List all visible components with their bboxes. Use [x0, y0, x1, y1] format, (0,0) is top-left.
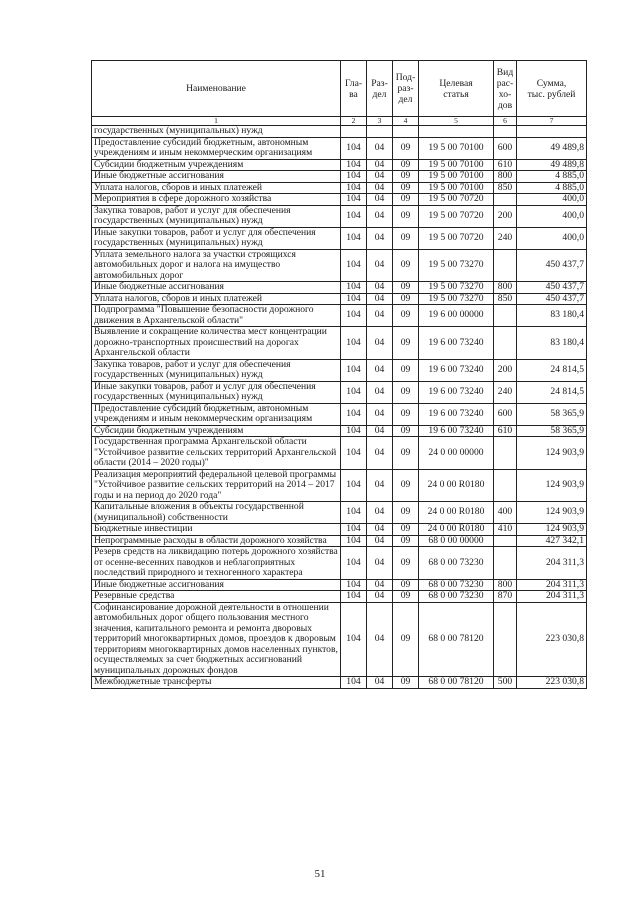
row-vid: 600 — [494, 137, 517, 159]
row-target: 19 5 00 70720 — [419, 227, 494, 249]
header-razdel: Раз- дел — [367, 61, 393, 117]
row-podrazdel: 09 — [393, 403, 419, 425]
row-target: 24 0 00 R0180 — [419, 502, 494, 524]
column-number: 5 — [419, 117, 494, 126]
row-sum: 400,0 — [517, 194, 587, 206]
row-razdel: 04 — [367, 205, 393, 227]
row-sum: 450 437,7 — [517, 293, 587, 305]
row-vid — [494, 249, 517, 282]
table-row — [92, 137, 587, 159]
row-vid: 850 — [494, 293, 517, 305]
table-row — [92, 535, 587, 547]
row-name: Предоставление субсидий бюджетным, автономным учреждениям и иным некоммерческим организациям — [92, 137, 341, 159]
row-sum: 49 489,8 — [517, 159, 587, 171]
row-glava — [341, 126, 367, 138]
row-vid: 800 — [494, 282, 517, 294]
row-glava: 104 — [341, 327, 367, 360]
row-vid — [494, 547, 517, 580]
row-name: Реализация мероприятий федеральной целевой программы "Устойчивое развитие сельских территорий на 2014 – 2017 годы и на период до 2020 года" — [92, 469, 341, 502]
table-row — [92, 182, 587, 194]
row-name: Уплата земельного налога за участки строящихся автомобильных дорог и налога на имущество автомобильных дорог — [92, 249, 341, 282]
row-vid: 870 — [494, 591, 517, 603]
table-body — [92, 126, 587, 689]
row-razdel: 04 — [367, 425, 393, 437]
row-glava: 104 — [341, 524, 367, 536]
row-razdel: 04 — [367, 403, 393, 425]
row-podrazdel: 09 — [393, 182, 419, 194]
row-target: 19 5 00 70100 — [419, 182, 494, 194]
row-glava: 104 — [341, 227, 367, 249]
row-razdel: 04 — [367, 535, 393, 547]
row-glava: 104 — [341, 591, 367, 603]
row-razdel: 04 — [367, 359, 393, 381]
row-sum: 124 903,9 — [517, 524, 587, 536]
row-podrazdel: 09 — [393, 205, 419, 227]
row-target: 19 5 00 70100 — [419, 137, 494, 159]
row-vid — [494, 126, 517, 138]
row-name: Межбюджетные трансферты — [92, 677, 341, 689]
row-sum: 24 814,5 — [517, 359, 587, 381]
row-target: 19 5 00 70720 — [419, 205, 494, 227]
row-sum: 204 311,3 — [517, 579, 587, 591]
row-target: 19 5 00 73270 — [419, 249, 494, 282]
row-razdel: 04 — [367, 524, 393, 536]
table-row — [92, 579, 587, 591]
row-target: 68 0 00 73230 — [419, 547, 494, 580]
row-podrazdel: 09 — [393, 437, 419, 470]
row-name: Уплата налогов, сборов и иных платежей — [92, 293, 341, 305]
row-glava: 104 — [341, 137, 367, 159]
row-glava: 104 — [341, 579, 367, 591]
row-name: Иные закупки товаров, работ и услуг для обеспечения государственных (муниципальных) нужд — [92, 227, 341, 249]
header-podrazdel: Под- раз- дел — [393, 61, 419, 117]
row-sum: 83 180,4 — [517, 327, 587, 360]
column-number: 4 — [393, 117, 419, 126]
row-vid — [494, 437, 517, 470]
row-podrazdel — [393, 126, 419, 138]
row-target: 19 6 00 73240 — [419, 359, 494, 381]
header-target: Целевая статья — [419, 61, 494, 117]
row-name: Подпрограмма "Повышение безопасности дорожного движения в Архангельской области" — [92, 305, 341, 327]
table-row — [92, 381, 587, 403]
row-sum — [517, 126, 587, 138]
row-glava: 104 — [341, 403, 367, 425]
table-row — [92, 547, 587, 580]
row-glava: 104 — [341, 535, 367, 547]
row-target: 19 6 00 73240 — [419, 425, 494, 437]
row-target: 68 0 00 78120 — [419, 602, 494, 677]
row-podrazdel: 09 — [393, 502, 419, 524]
row-razdel: 04 — [367, 381, 393, 403]
table-row — [92, 677, 587, 689]
row-razdel: 04 — [367, 137, 393, 159]
row-target: 68 0 00 00000 — [419, 535, 494, 547]
row-razdel: 04 — [367, 547, 393, 580]
row-glava: 104 — [341, 249, 367, 282]
row-name: Мероприятия в сфере дорожного хозяйства — [92, 194, 341, 206]
table-header-row — [92, 61, 587, 117]
row-glava: 104 — [341, 381, 367, 403]
row-podrazdel: 09 — [393, 579, 419, 591]
row-razdel: 04 — [367, 502, 393, 524]
budget-table — [91, 60, 587, 689]
row-name: Субсидии бюджетным учреждениям — [92, 425, 341, 437]
row-podrazdel: 09 — [393, 381, 419, 403]
row-target: 19 6 00 73240 — [419, 403, 494, 425]
row-vid: 240 — [494, 227, 517, 249]
row-name: Выявление и сокращение количества мест концентрации дорожно-транспортных происшествий на дорогах Архангельской области — [92, 327, 341, 360]
table-row — [92, 425, 587, 437]
row-vid — [494, 602, 517, 677]
row-podrazdel: 09 — [393, 327, 419, 360]
row-name: Капитальные вложения в объекты государственной (муниципальной) собственности — [92, 502, 341, 524]
row-sum: 400,0 — [517, 205, 587, 227]
header-vid: Вид рас- хо- дов — [494, 61, 517, 117]
row-razdel: 04 — [367, 194, 393, 206]
row-target: 19 5 00 70100 — [419, 171, 494, 183]
row-name: Непрограммные расходы в области дорожного хозяйства — [92, 535, 341, 547]
header-name: Наименование — [92, 61, 341, 117]
table-row — [92, 205, 587, 227]
row-sum: 223 030,8 — [517, 602, 587, 677]
column-number: 7 — [517, 117, 587, 126]
row-sum: 58 365,9 — [517, 403, 587, 425]
row-podrazdel: 09 — [393, 469, 419, 502]
row-glava: 104 — [341, 602, 367, 677]
row-target: 19 5 00 70100 — [419, 159, 494, 171]
row-target — [419, 126, 494, 138]
row-vid: 200 — [494, 359, 517, 381]
row-vid — [494, 535, 517, 547]
row-target: 68 0 00 73230 — [419, 579, 494, 591]
table-row — [92, 171, 587, 183]
row-vid: 200 — [494, 205, 517, 227]
row-glava: 104 — [341, 502, 367, 524]
row-razdel: 04 — [367, 469, 393, 502]
row-target: 68 0 00 73230 — [419, 591, 494, 603]
table-row — [92, 437, 587, 470]
table-row — [92, 249, 587, 282]
row-razdel: 04 — [367, 171, 393, 183]
row-podrazdel: 09 — [393, 282, 419, 294]
row-sum: 24 814,5 — [517, 381, 587, 403]
row-podrazdel: 09 — [393, 677, 419, 689]
row-podrazdel: 09 — [393, 227, 419, 249]
row-target: 68 0 00 78120 — [419, 677, 494, 689]
row-target: 19 5 00 73270 — [419, 282, 494, 294]
row-glava: 104 — [341, 547, 367, 580]
row-razdel: 04 — [367, 602, 393, 677]
row-razdel: 04 — [367, 437, 393, 470]
row-razdel: 04 — [367, 293, 393, 305]
page-number: 51 — [314, 868, 326, 880]
column-number: 2 — [341, 117, 367, 126]
row-podrazdel: 09 — [393, 305, 419, 327]
row-podrazdel: 09 — [393, 524, 419, 536]
column-number: 1 — [92, 117, 341, 126]
row-vid: 600 — [494, 403, 517, 425]
row-target: 19 6 00 00000 — [419, 305, 494, 327]
row-glava: 104 — [341, 159, 367, 171]
row-razdel: 04 — [367, 282, 393, 294]
row-sum: 450 437,7 — [517, 249, 587, 282]
table-row — [92, 502, 587, 524]
row-target: 19 5 00 73270 — [419, 293, 494, 305]
row-razdel: 04 — [367, 305, 393, 327]
row-sum: 400,0 — [517, 227, 587, 249]
row-vid: 410 — [494, 524, 517, 536]
column-number: 6 — [494, 117, 517, 126]
row-name: Закупка товаров, работ и услуг для обеспечения государственных (муниципальных) нужд — [92, 205, 341, 227]
row-sum: 124 903,9 — [517, 469, 587, 502]
header-glava: Гла- ва — [341, 61, 367, 117]
table-row — [92, 591, 587, 603]
row-name: Иные бюджетные ассигнования — [92, 171, 341, 183]
row-sum: 204 311,3 — [517, 547, 587, 580]
row-glava: 104 — [341, 182, 367, 194]
row-sum: 4 885,0 — [517, 182, 587, 194]
row-name: Иные бюджетные ассигнования — [92, 282, 341, 294]
row-glava: 104 — [341, 425, 367, 437]
row-glava: 104 — [341, 171, 367, 183]
row-sum: 83 180,4 — [517, 305, 587, 327]
row-sum: 124 903,9 — [517, 502, 587, 524]
row-glava: 104 — [341, 205, 367, 227]
row-name: Иные бюджетные ассигнования — [92, 579, 341, 591]
row-razdel: 04 — [367, 591, 393, 603]
row-name: Софинансирование дорожной деятельности в отношении автомобильных дорог общего пользования местного значения, капитального ремонта и ремонта дворовых территорий многоквартирных домов, проездов к дворовым территориям многоквартирных домов населенных пунктов, осуществляемых за счет бюджетных ассигнований муниципальных дорожных фондов — [92, 602, 341, 677]
row-vid — [494, 305, 517, 327]
table-row — [92, 524, 587, 536]
row-podrazdel: 09 — [393, 293, 419, 305]
table-row — [92, 227, 587, 249]
table-row — [92, 469, 587, 502]
row-target: 24 0 00 R0180 — [419, 524, 494, 536]
row-target: 24 0 00 00000 — [419, 437, 494, 470]
table-row — [92, 293, 587, 305]
row-vid: 610 — [494, 425, 517, 437]
row-vid — [494, 194, 517, 206]
row-glava: 104 — [341, 469, 367, 502]
row-sum: 124 903,9 — [517, 437, 587, 470]
row-glava: 104 — [341, 194, 367, 206]
table-row — [92, 359, 587, 381]
row-name: Бюджетные инвестиции — [92, 524, 341, 536]
row-sum: 49 489,8 — [517, 137, 587, 159]
row-name: Государственная программа Архангельской области "Устойчивое развитие сельских территорий Архангельской области (2014 – 2020 годы)" — [92, 437, 341, 470]
row-sum: 58 365,9 — [517, 425, 587, 437]
row-glava: 104 — [341, 437, 367, 470]
row-razdel: 04 — [367, 249, 393, 282]
table-row — [92, 602, 587, 677]
row-name: государственных (муниципальных) нужд — [92, 126, 341, 138]
row-glava: 104 — [341, 293, 367, 305]
row-podrazdel: 09 — [393, 159, 419, 171]
row-glava: 104 — [341, 305, 367, 327]
row-vid: 800 — [494, 171, 517, 183]
row-glava: 104 — [341, 359, 367, 381]
row-sum: 223 030,8 — [517, 677, 587, 689]
row-podrazdel: 09 — [393, 137, 419, 159]
table-row — [92, 126, 587, 138]
row-podrazdel: 09 — [393, 535, 419, 547]
row-razdel: 04 — [367, 159, 393, 171]
row-vid: 800 — [494, 579, 517, 591]
row-podrazdel: 09 — [393, 425, 419, 437]
row-vid — [494, 469, 517, 502]
row-sum: 204 311,3 — [517, 591, 587, 603]
row-razdel: 04 — [367, 227, 393, 249]
row-vid — [494, 327, 517, 360]
row-vid: 500 — [494, 677, 517, 689]
row-podrazdel: 09 — [393, 591, 419, 603]
table-row — [92, 327, 587, 360]
row-name: Уплата налогов, сборов и иных платежей — [92, 182, 341, 194]
row-razdel: 04 — [367, 327, 393, 360]
row-target: 24 0 00 R0180 — [419, 469, 494, 502]
row-podrazdel: 09 — [393, 249, 419, 282]
row-target: 19 6 00 73240 — [419, 327, 494, 360]
row-podrazdel: 09 — [393, 547, 419, 580]
row-vid: 240 — [494, 381, 517, 403]
row-razdel — [367, 126, 393, 138]
row-sum: 4 885,0 — [517, 171, 587, 183]
row-target: 19 6 00 73240 — [419, 381, 494, 403]
row-name: Иные закупки товаров, работ и услуг для обеспечения государственных (муниципальных) нужд — [92, 381, 341, 403]
row-name: Субсидии бюджетным учреждениям — [92, 159, 341, 171]
row-razdel: 04 — [367, 579, 393, 591]
header-sum: Сумма, тыс. рублей — [517, 61, 587, 117]
row-vid: 400 — [494, 502, 517, 524]
row-vid: 850 — [494, 182, 517, 194]
row-name: Резерв средств на ликвидацию потерь дорожного хозяйства от осенне-весенних паводков и неблагоприятных последствий природного и техногенного характера — [92, 547, 341, 580]
column-number: 3 — [367, 117, 393, 126]
row-podrazdel: 09 — [393, 194, 419, 206]
row-target: 19 5 00 70720 — [419, 194, 494, 206]
table-row — [92, 305, 587, 327]
row-name: Закупка товаров, работ и услуг для обеспечения государственных (муниципальных) нужд — [92, 359, 341, 381]
table-row — [92, 194, 587, 206]
row-razdel: 04 — [367, 182, 393, 194]
table-row — [92, 282, 587, 294]
row-vid: 610 — [494, 159, 517, 171]
row-podrazdel: 09 — [393, 602, 419, 677]
row-sum: 450 437,7 — [517, 282, 587, 294]
row-podrazdel: 09 — [393, 171, 419, 183]
row-razdel: 04 — [367, 677, 393, 689]
table-row — [92, 159, 587, 171]
table-row — [92, 403, 587, 425]
row-sum: 427 342,1 — [517, 535, 587, 547]
row-name: Предоставление субсидий бюджетным, автономным учреждениям и иным некоммерческим организациям — [92, 403, 341, 425]
row-name: Резервные средства — [92, 591, 341, 603]
row-podrazdel: 09 — [393, 359, 419, 381]
row-glava: 104 — [341, 677, 367, 689]
row-glava: 104 — [341, 282, 367, 294]
